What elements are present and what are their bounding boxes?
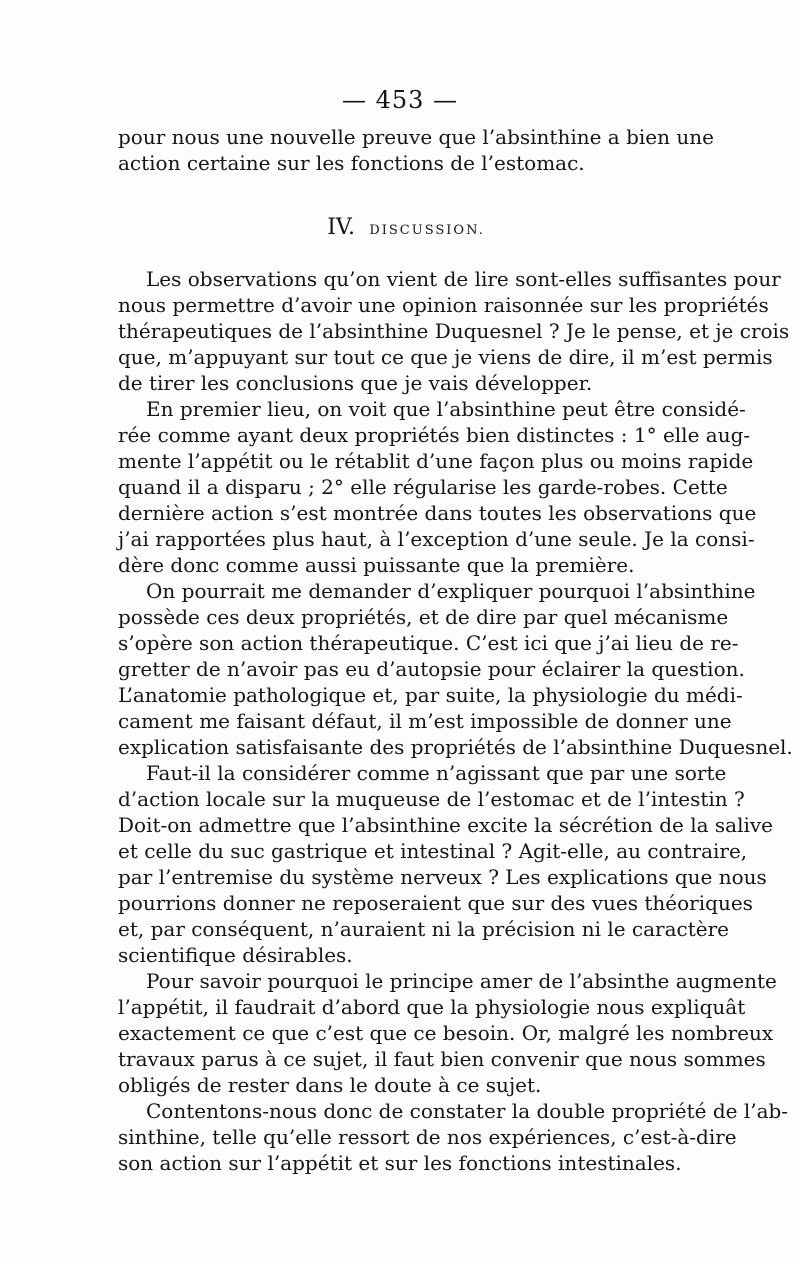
text-line: l’appétit, il faudrait d’abord que la physiologie nous expliquât (118, 995, 746, 1019)
intro-paragraph (118, 124, 714, 176)
text-line: que, m’appuyant sur tout ce que je viens de dire, il m’est permis (118, 345, 773, 369)
body-text (118, 124, 793, 1176)
text-line: travaux parus à ce sujet, il faut bien convenir que nous sommes (118, 1047, 766, 1071)
text-line: L’anatomie pathologique et, par suite, la physiologie du médi- (118, 683, 743, 707)
text-line: et, par conséquent, n’auraient ni la précision ni le caractère (118, 917, 729, 941)
text-line: quand il a disparu ; 2° elle régularise les garde-robes. Cette (118, 475, 728, 499)
text-line: exactement ce que c’est que ce besoin. Or, malgré les nombreux (118, 1021, 774, 1045)
paragraph (118, 266, 790, 396)
paragraph (118, 396, 757, 578)
paragraph (118, 760, 774, 968)
text-line: et celle du suc gastrique et intestinal ? Agit-elle, au contraire, (118, 839, 748, 863)
text-line: Les observations qu’on vient de lire sont-elles suffisantes pour (146, 267, 781, 291)
section-title: DISCUSSION. (369, 223, 485, 238)
text-line: possède ces deux propriétés, et de dire par quel mécanisme (118, 605, 729, 629)
text-line: obligés de rester dans le doute à ce sujet. (118, 1073, 542, 1097)
text-line: Faut-il la considérer comme n’agissant que par une sorte (146, 761, 727, 785)
text-line: thérapeutiques de l’absinthine Duquesnel ? Je le pense, et je crois (118, 319, 790, 343)
text-line: par l’entremise du système nerveux ? Les explications que nous (118, 865, 767, 889)
text-line: En premier lieu, on voit que l’absinthine peut être considé- (146, 397, 746, 421)
text-line: cament me faisant défaut, il m’est impossible de donner une (118, 709, 732, 733)
text-line: Doit-on admettre que l’absinthine excite la sécrétion de la salive (118, 813, 774, 837)
text-line: mente l’appétit ou le rétablit d’une façon plus ou moins rapide (118, 449, 754, 473)
paragraph (118, 1098, 789, 1176)
text-line: scientifique désirables. (118, 943, 353, 967)
text-line: On pourrait me demander d’expliquer pourquoi l’absinthine (146, 579, 756, 603)
paragraph (118, 968, 777, 1098)
section-heading (118, 214, 694, 244)
page-number: — 453 — (341, 86, 459, 114)
section-number: IV. (327, 215, 355, 240)
text-line: gretter de n’avoir pas eu d’autopsie pour éclairer la question. (118, 657, 745, 681)
text-line: Contentons-nous donc de constater la double propriété de l’ab- (146, 1099, 789, 1123)
text-line: d’action locale sur la muqueuse de l’estomac et de l’intestin ? (118, 787, 745, 811)
paragraph (118, 578, 793, 760)
text-line: dère donc comme aussi puissante que la première. (118, 553, 635, 577)
text-line: s’opère son action thérapeutique. C’est ici que j’ai lieu de re- (118, 631, 739, 655)
text-line: sinthine, telle qu’elle ressort de nos expériences, c’est-à-dire (118, 1125, 737, 1149)
text-line: dernière action s’est montrée dans toutes les observations que (118, 501, 757, 525)
text-line: de tirer les conclusions que je vais développer. (118, 371, 593, 395)
text-line: pour nous une nouvelle preuve que l’absinthine a bien une (118, 125, 714, 149)
text-line: Pour savoir pourquoi le principe amer de l’absinthe augmente (146, 969, 777, 993)
text-line: nous permettre d’avoir une opinion raisonnée sur les propriétés (118, 293, 769, 317)
text-line: son action sur l’appétit et sur les fonctions intestinales. (118, 1151, 682, 1175)
text-line: rée comme ayant deux propriétés bien distinctes : 1° elle aug- (118, 423, 751, 447)
text-line: j’ai rapportées plus haut, à l’exception d’une seule. Je la consi- (118, 527, 755, 551)
text-line: pourrions donner ne reposeraient que sur des vues théoriques (118, 891, 753, 915)
text-line: action certaine sur les fonctions de l’estomac. (118, 151, 585, 175)
text-line: explication satisfaisante des propriétés de l’absinthine Duquesnel. (118, 735, 793, 759)
